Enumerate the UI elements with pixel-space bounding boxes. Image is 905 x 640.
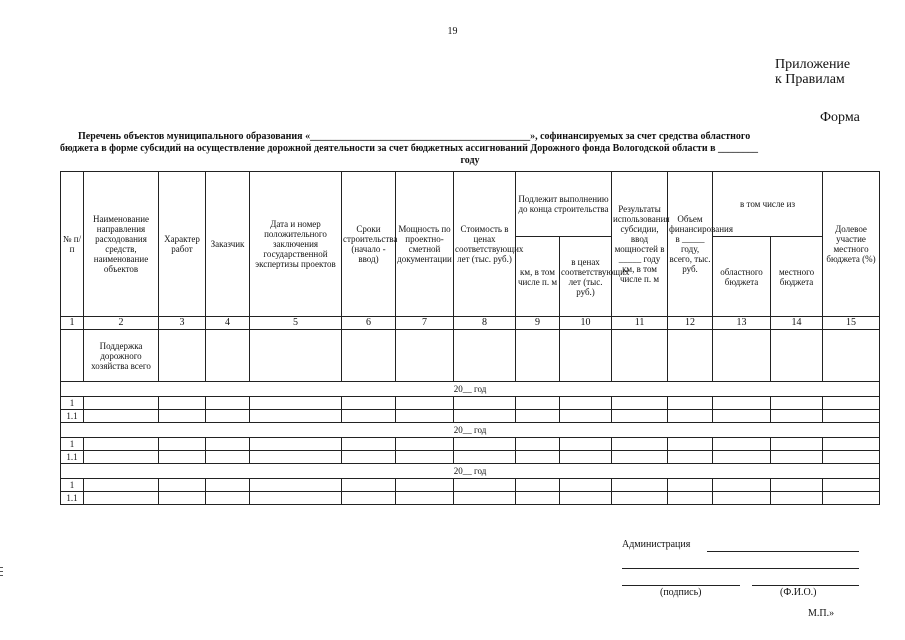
column-number: 1 bbox=[61, 317, 84, 330]
table-row bbox=[61, 451, 880, 464]
column-number: 7 bbox=[396, 317, 454, 330]
header-remaining-group: Подлежит выполнению до конца строительства bbox=[516, 172, 612, 237]
signature-line bbox=[622, 585, 740, 586]
header-local: местного бюджета bbox=[771, 237, 823, 317]
form-label: Форма bbox=[820, 110, 860, 125]
column-number: 6 bbox=[342, 317, 396, 330]
table-row bbox=[61, 479, 880, 492]
appendix-line-2: к Правилам bbox=[775, 72, 845, 87]
header-finance: Объем финансирования в _____ году, всего, тыс. руб. bbox=[668, 172, 713, 317]
heading-line-3: году bbox=[460, 155, 480, 166]
signature-caption: (подпись) bbox=[660, 587, 702, 598]
table-row bbox=[61, 492, 880, 505]
heading-line-1: Перечень объектов муниципального образования «____________________________________________», софинансируемых за счет средства областного bbox=[78, 131, 751, 142]
header-results: Результаты использования субсидии, ввод мощностей в _____ году км, в том числе п. м bbox=[612, 172, 668, 317]
row-number: 1 bbox=[61, 438, 84, 451]
year-row bbox=[61, 382, 880, 397]
column-number: 4 bbox=[206, 317, 250, 330]
header-cost: Стоимость в ценах соответствующих лет (тыс. руб.) bbox=[454, 172, 516, 317]
row-number: 1 bbox=[61, 397, 84, 410]
header-terms: Сроки строительства (начало - ввод) bbox=[342, 172, 396, 317]
column-number: 5 bbox=[250, 317, 342, 330]
column-number: 12 bbox=[668, 317, 713, 330]
total-row-label: Поддержка дорожного хозяйства всего bbox=[84, 330, 159, 382]
column-number: 15 bbox=[823, 317, 880, 330]
name-line bbox=[752, 585, 859, 586]
header-regional: областного бюджета bbox=[713, 237, 771, 317]
row-number: 1.1 bbox=[61, 451, 84, 464]
appendix-label bbox=[775, 57, 850, 87]
page-number: 19 bbox=[447, 26, 458, 37]
column-number: 13 bbox=[713, 317, 771, 330]
heading-line-2: бюджета в форме субсидий на осуществление дорожной деятельности за счет бюджетных ассигнований Дорожного фонда Вологодской области в ________ bbox=[60, 143, 758, 154]
column-number: 14 bbox=[771, 317, 823, 330]
header-remaining-km: км, в том числе п. м bbox=[516, 237, 560, 317]
header-nature: Характер работ bbox=[159, 172, 206, 317]
table-row bbox=[61, 410, 880, 423]
margin-mark bbox=[0, 575, 3, 576]
margin-mark bbox=[0, 571, 3, 572]
header-num: № п/п bbox=[61, 172, 84, 317]
margin-mark bbox=[0, 567, 3, 568]
name-caption: (Ф.И.О.) bbox=[780, 587, 817, 598]
document-heading bbox=[60, 131, 880, 167]
header-row-1 bbox=[61, 172, 880, 237]
column-numbers-row bbox=[61, 317, 880, 330]
row-number: 1 bbox=[61, 479, 84, 492]
table-row bbox=[61, 397, 880, 410]
header-customer: Заказчик bbox=[206, 172, 250, 317]
administration-label: Администрация bbox=[622, 539, 691, 550]
year-row bbox=[61, 464, 880, 479]
administration-line bbox=[707, 551, 859, 552]
column-number: 2 bbox=[84, 317, 159, 330]
header-remaining-price: в ценах соответствующих лет (тыс. руб.) bbox=[560, 237, 612, 317]
header-share: Долевое участие местного бюджета (%) bbox=[823, 172, 880, 317]
row-number: 1.1 bbox=[61, 492, 84, 505]
column-number: 3 bbox=[159, 317, 206, 330]
appendix-line-1: Приложение bbox=[775, 57, 851, 72]
objects-table bbox=[60, 171, 880, 505]
column-number: 9 bbox=[516, 317, 560, 330]
column-number: 11 bbox=[612, 317, 668, 330]
year-label: 20__ год bbox=[61, 382, 880, 397]
year-row bbox=[61, 423, 880, 438]
header-capacity: Мощность по проектно-сметной документации bbox=[396, 172, 454, 317]
total-row bbox=[61, 330, 880, 382]
row-number: 1.1 bbox=[61, 410, 84, 423]
year-label: 20__ год bbox=[61, 464, 880, 479]
column-number: 8 bbox=[454, 317, 516, 330]
administration-line-2 bbox=[622, 568, 859, 569]
table-row bbox=[61, 438, 880, 451]
header-incl-group: в том числе из bbox=[713, 172, 823, 237]
header-conclusion: Дата и номер положительного заключения государственной экспертизы проектов bbox=[250, 172, 342, 317]
stamp-label: М.П.» bbox=[808, 608, 835, 619]
year-label: 20__ год bbox=[61, 423, 880, 438]
column-number: 10 bbox=[560, 317, 612, 330]
header-name: Наименование направления расходования средств, наименование объектов bbox=[84, 172, 159, 317]
